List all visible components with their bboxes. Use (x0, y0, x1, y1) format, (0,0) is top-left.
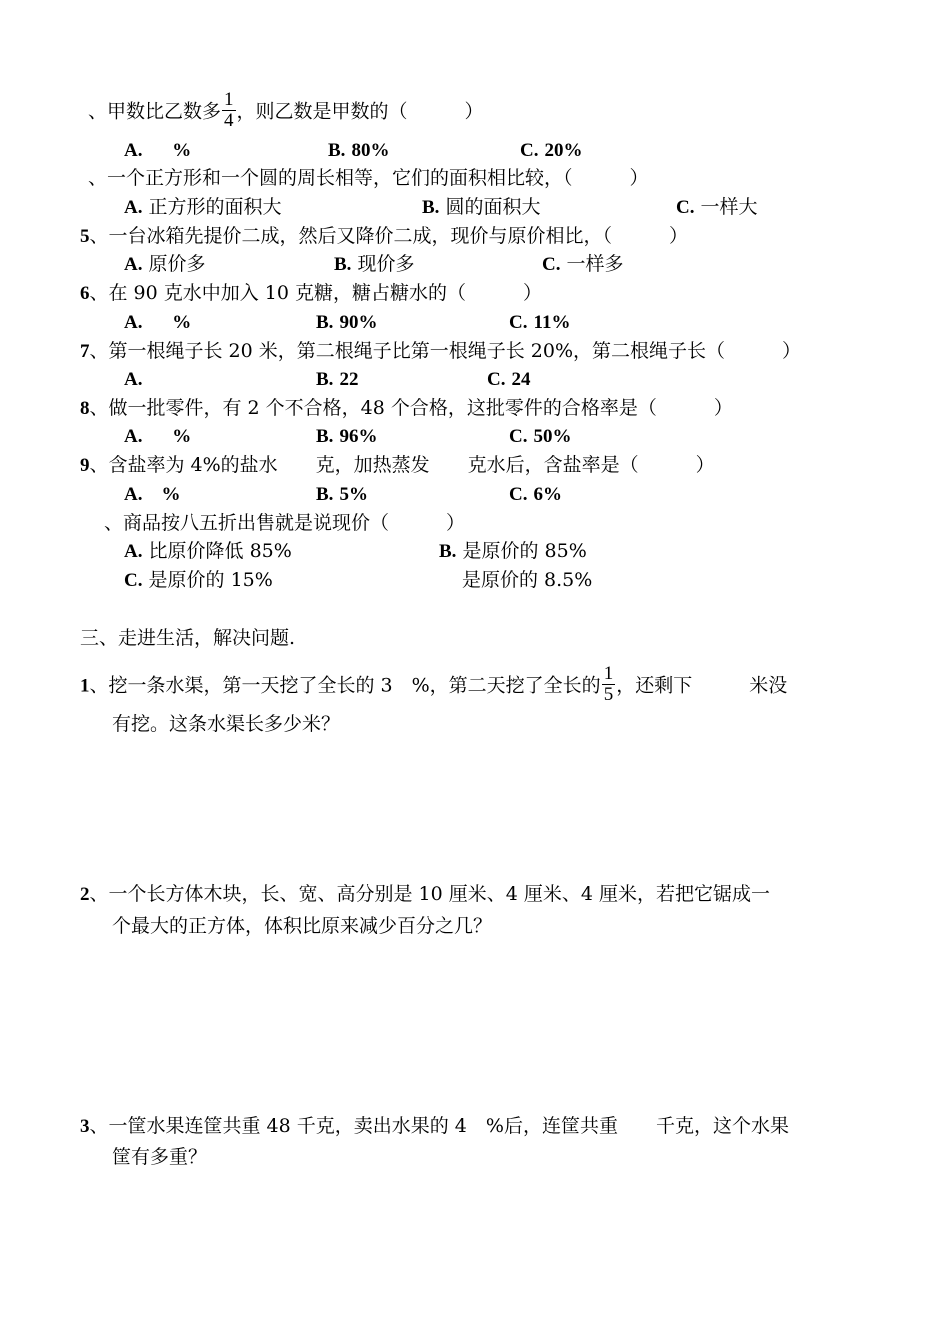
option-a: A. % (124, 484, 181, 505)
option-c: C. 一样多 (542, 253, 624, 275)
problem-3-line-1: 3、一筐水果连筐共重 48 千克，卖出水果的 4 %后，连筐共重 千克，这个水果 (80, 1115, 789, 1137)
problem-2-line-2: 个最大的正方体，体积比原来减少百分之几？ (112, 915, 493, 937)
option-c: C. 24 (487, 369, 531, 390)
question-9 (80, 453, 715, 478)
section-title: 三、走进生活，解决问题. (80, 627, 296, 649)
question-6 (80, 281, 542, 306)
question-number: 9 (80, 455, 90, 476)
option-a: A. (124, 369, 143, 390)
fraction-one-fifth: $\frac{1}{5}$ (603, 663, 614, 705)
question-number: 7 (80, 341, 90, 362)
problem-number: 3 (80, 1116, 90, 1137)
question-text: 、第一根绳子长 20 米，第二根绳子比第一根绳子长 20%，第二根绳子长（ ） (89, 340, 802, 362)
option-c: C. 一样大 (676, 196, 758, 218)
question-text: 、含盐率为 4%的盐水 克，加热蒸发 克水后，含盐率是（ ） (89, 454, 715, 476)
option-b: B. 22 (316, 369, 359, 390)
question-5 (80, 224, 688, 249)
option-a: A. % (124, 426, 192, 447)
problem-number: 1 (80, 675, 90, 697)
question-text: 、甲数比乙数多 (88, 100, 222, 123)
problem-2-line-1: 2、一个长方体木块，长、宽、高分别是 10 厘米、4 厘米、4 厘米，若把它锯成一 (80, 883, 771, 905)
option-a: A. 原价多 (124, 253, 206, 275)
question-text: 、一台冰箱先提价二成，然后又降价二成，现价与原价相比，（ ） (89, 225, 689, 247)
question-text: 、做一批零件，有 2 个不合格，48 个合格，这批零件的合格率是（ ） (89, 397, 733, 419)
problem-1-line-1: 1、挖一条水渠，第一天挖了全长的 3 %，第二天挖了全长的 $\frac{1}{5}$ ，还剩下 米没 (80, 663, 788, 705)
question-text: 、在 90 克水中加入 10 克糖，糖占糖水的（ ） (89, 282, 543, 304)
option-b: B. 现价多 (334, 253, 415, 275)
question-4 (88, 166, 649, 190)
option-c: C. 50% (509, 426, 572, 447)
question-number: 5 (80, 226, 90, 247)
problem-number: 2 (80, 884, 90, 905)
option-a: A. % (124, 312, 192, 333)
option-a: A. 比原价降低 85% (124, 540, 292, 562)
problem-1-line-2: 有挖。这条水渠长多少米？ (112, 713, 341, 735)
problem-3-line-2: 筐有多重？ (112, 1146, 208, 1168)
question-text: 、商品按八五折出售就是说现价（ ） (104, 512, 466, 534)
option-d: 是原价的 8.5% (462, 569, 593, 591)
question-text: ，则乙数是甲数的（ ） (236, 100, 484, 123)
option-b: B. 圆的面积大 (422, 196, 541, 218)
option-b: B. 5% (316, 484, 368, 505)
question-10 (104, 511, 465, 535)
question-text: 、一个正方形和一个圆的周长相等，它们的面积相比较，（ ） (88, 167, 649, 189)
option-b: B. 80% (328, 140, 390, 161)
option-a: A. 正方形的面积大 (124, 196, 282, 218)
question-7 (80, 339, 801, 364)
question-8 (80, 396, 733, 421)
option-c: C. 11% (509, 312, 571, 333)
question-number: 6 (80, 283, 90, 304)
question-number: 8 (80, 398, 90, 419)
option-c: C. 是原价的 15% (124, 569, 273, 591)
fraction-one-quarter: $\frac{1}{4}$ (224, 89, 234, 131)
option-b: B. 是原价的 85% (439, 540, 587, 562)
question-3 (88, 89, 484, 133)
option-b: B. 96% (316, 426, 378, 447)
option-c: C. 6% (509, 484, 563, 505)
option-b: B. 90% (316, 312, 378, 333)
option-a: A. % (124, 140, 192, 161)
option-c: C. 20% (520, 140, 583, 161)
